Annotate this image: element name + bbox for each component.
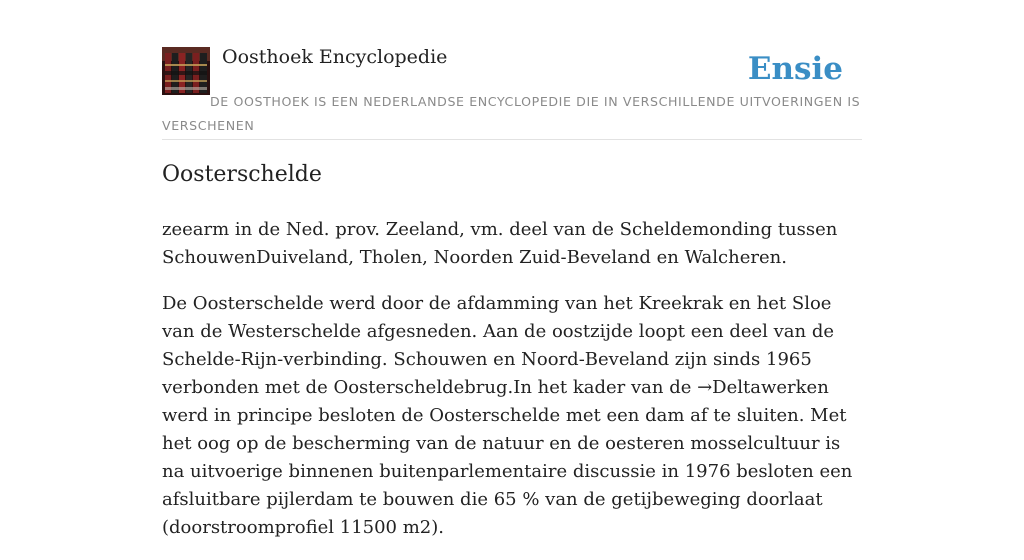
header-divider bbox=[162, 139, 862, 140]
site-name-link[interactable]: Oosthoek Encyclopedie bbox=[222, 46, 448, 68]
page-title: Oosterschelde bbox=[162, 162, 322, 187]
article-body bbox=[162, 216, 862, 560]
article-paragraph-2: De Oosterschelde werd door de afdamming van het Kreekrak en het Sloe van de Westerschelde afgesneden. Aan de oostzijde loopt een deel van de Schelde-Rijn-verbinding. Schouwen en Noord-Beveland zijn sinds 1965 verbonden met de Oosterscheldebrug.In het kader van de →Deltawerken werd in principe besloten de Oosterschelde met een dam af te sluiten. Met het oog op de bescherming van de natuur en de oesteren mosselcultuur is na uitvoerige binnenen buitenparlementaire discussie in 1976 besloten een afsluitbare pijlerdam te bouwen die 65 % van de getijbeweging doorlaat (doorstroomprofiel 11500 m2). bbox=[162, 293, 853, 538]
page-container bbox=[162, 0, 862, 538]
encyclopedia-books-icon[interactable] bbox=[162, 47, 210, 95]
article-paragraph-1: zeearm in de Ned. prov. Zeeland, vm. deel van de Scheldemonding tussen SchouwenDuiveland, Tholen, Noorden Zuid-Beveland en Walcheren. bbox=[162, 219, 838, 268]
brand-logo-link[interactable]: Ensie bbox=[747, 51, 843, 87]
site-tagline: DE OOSTHOEK IS EEN NEDERLANDSE ENCYCLOPEDIE DIE IN VERSCHILLENDE UITVOERINGEN IS VERSCHENEN bbox=[162, 94, 861, 133]
